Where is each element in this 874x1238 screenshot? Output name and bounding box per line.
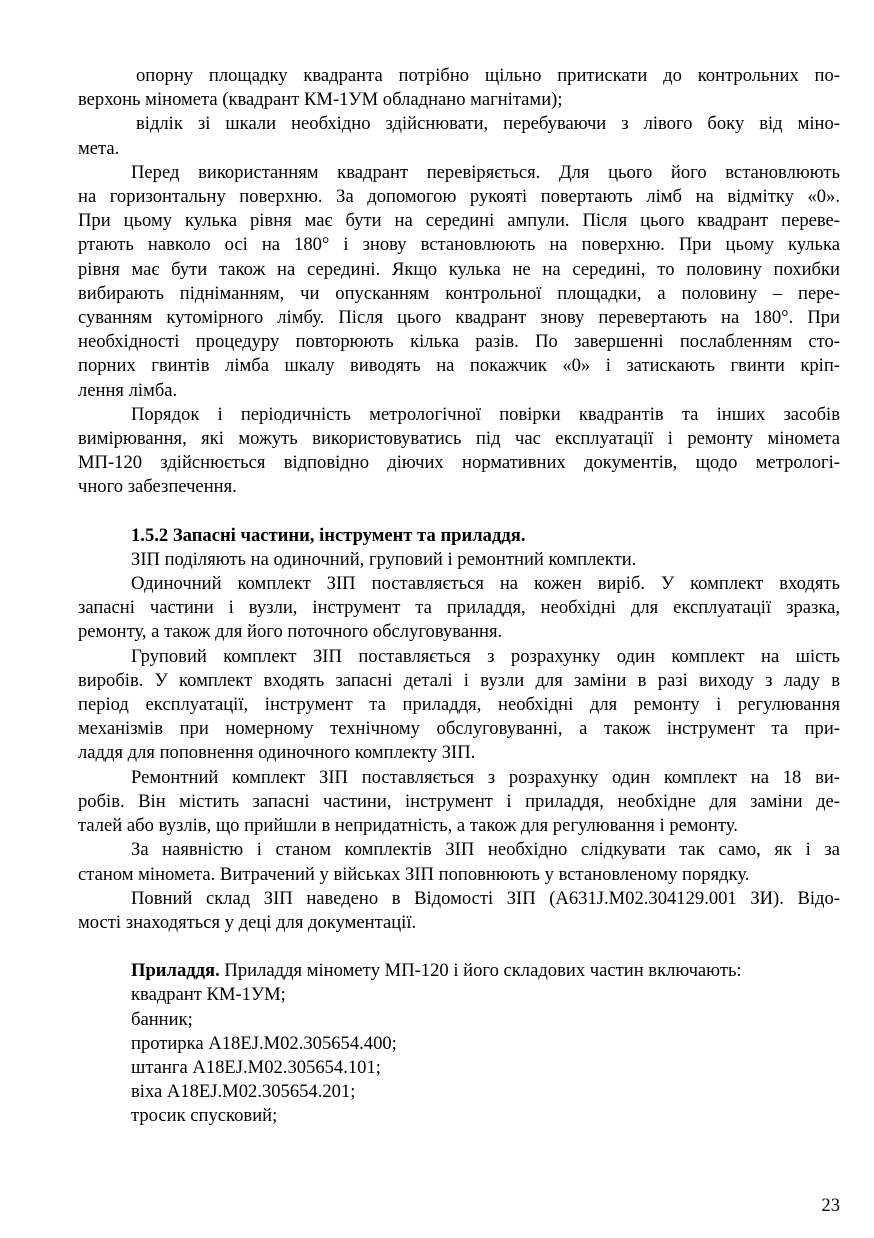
text-line: МП-120 здійснюється відповідно діючих нормативних документів, щодо метрологі-: [78, 452, 840, 474]
paragraph-quadrant-check: [78, 161, 840, 403]
list-item: протирка А18ЕJ.М02.305654.400;: [131, 1032, 397, 1054]
text-line: рівня має бути також на середині. Якщо кулька не на середині, то половину похибки: [78, 258, 840, 280]
list-item: штанга А18ЕJ.М02.305654.101;: [131, 1056, 381, 1078]
page-number: 23: [821, 1195, 840, 1216]
list-item: квадрант КМ-1УМ;: [131, 984, 286, 1006]
text-line: ладдя для поповнення одиночного комплекту ЗІП.: [78, 742, 476, 764]
text-line: механізмів при номерному технічному обслуговуванні, а також інструмент та при-: [78, 718, 840, 740]
text-line: Груповий комплект ЗІП поставляється з розрахунку один комплект на шість: [131, 645, 840, 667]
accessories-label: Приладдя.: [131, 960, 220, 982]
paragraph-quadrant-pressing: [78, 64, 840, 112]
document-page: [78, 64, 840, 1129]
text-line: мета.: [78, 137, 120, 159]
text-line: Перед використанням квадрант перевіряється. Для цього його встановлюють: [131, 161, 840, 183]
text-line: порних гвинтів лімба шкалу виводять на покажчик «0» і затискають гвинти кріп-: [78, 355, 840, 377]
accessories-section: [78, 959, 840, 1128]
text-line: суванням кутомірного лімбу. Після цього квадрант знову перевертають на 180°. При: [78, 307, 840, 329]
paragraph-single-kit: [78, 572, 840, 645]
paragraph-metrology: [78, 403, 840, 500]
text-line: При цьому кулька рівня має бути на середині ампули. Після цього квадрант переве-: [78, 210, 840, 232]
text-line: талей або вузлів, що прийшли в непридатність, а також для регулювання і ремонту.: [78, 815, 738, 837]
text-line: верхонь міномета (квадрант КМ-1УМ обладнано магнітами);: [78, 89, 563, 111]
section-heading: 1.5.2 Запасні частини, інструмент та приладдя.: [131, 524, 526, 546]
text-line: вибирають підніманням, чи опусканням контрольної площадки, а половину – пере-: [78, 282, 840, 304]
text-line: Повний склад ЗІП наведено в Відомості ЗІП (А631J.М02.304129.001 ЗИ). Відо-: [131, 887, 840, 909]
paragraph-zip-types: [78, 548, 840, 572]
text-line: За наявністю і станом комплектів ЗІП необхідно слідкувати так само, як і за: [131, 839, 840, 861]
list-item: банник;: [131, 1008, 193, 1030]
text-line: вимірювання, які можуть використовуватись під час експлуатації і ремонту міномета: [78, 428, 840, 450]
text-line: мості знаходяться у деці для документації.: [78, 911, 417, 933]
text-line: станом міномета. Витрачений у військах ЗІП поповнюють у встановленому порядку.: [78, 863, 750, 885]
text-line: ртають навколо осі на 180° і знову встановлюють на поверхню. При цьому кулька: [78, 234, 840, 256]
text-line: опорну площадку квадранта потрібно щільно притискати до контрольних по-: [136, 65, 840, 86]
paragraph-zip-list-reference: [78, 887, 840, 935]
spacer: [78, 935, 840, 959]
text-line: запасні частини і вузли, інструмент та приладдя, необхідні для експлуатації зразка,: [78, 597, 840, 619]
text-line: Порядок і періодичність метрологічної повірки квадрантів та інших засобів: [131, 403, 840, 425]
spacer: [78, 500, 840, 524]
paragraph-zip-monitoring: [78, 838, 840, 886]
text-line: відлік зі шкали необхідно здійснювати, перебуваючи з лівого боку від міно-: [136, 113, 840, 135]
paragraph-repair-kit: [78, 766, 840, 839]
text-line: робів. Він містить запасні частини, інструмент і приладдя, необхідне для заміни де-: [78, 790, 840, 812]
text-line: на горизонтальну поверхню. За допомогою рукояті повертають лімб на відмітку «0».: [78, 186, 840, 208]
text-line: ремонту, а також для його поточного обслуговування.: [78, 621, 503, 643]
text-line: період експлуатації, інструмент та приладдя, необхідні для ремонту і регулювання: [78, 694, 840, 716]
accessories-intro: Приладдя мінометy МП-120 і його складових частин включають:: [219, 960, 742, 982]
text-line: Одиночний комплект ЗІП поставляється на кожен виріб. У комплект входять: [131, 573, 840, 595]
text-line: виробів. У комплект входять запасні деталі і вузли для заміни в разі виходу з ладу в: [78, 669, 840, 691]
list-item: віха А18ЕJ.М02.305654.201;: [131, 1081, 356, 1103]
text-line: Ремонтний комплект ЗІП поставляється з розрахунку один комплект на 18 ви-: [131, 766, 840, 788]
paragraph-scale-reading: [78, 112, 840, 160]
text-line: чного забезпечення.: [78, 476, 237, 498]
text-line: лення лімба.: [78, 379, 178, 401]
accessories-intro-line: [131, 959, 840, 983]
paragraph-group-kit: [78, 645, 840, 766]
text-line: необхідності процедуру повторюють кілька разів. По завершенні послабленням сто-: [78, 331, 840, 353]
list-item: тросик спусковий;: [131, 1105, 278, 1127]
text-line: ЗІП поділяють на одиночний, груповий і ремонтний комплекти.: [131, 548, 637, 570]
